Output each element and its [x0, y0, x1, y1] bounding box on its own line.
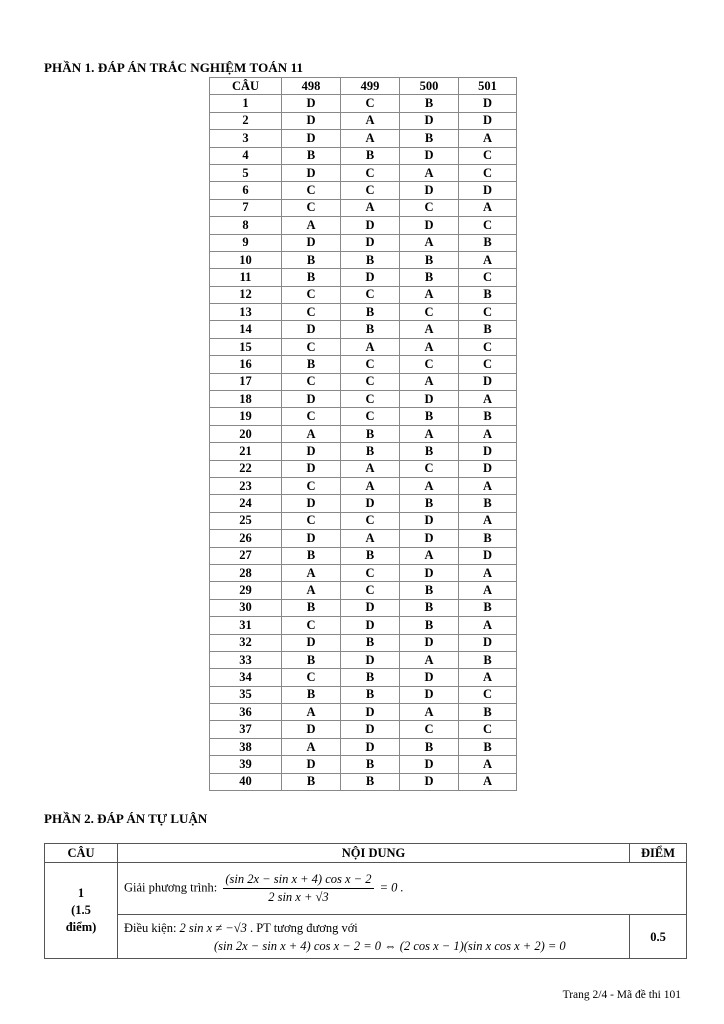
- table-row: [210, 199, 517, 216]
- condition-line: [124, 919, 623, 937]
- task-fraction: [223, 872, 373, 905]
- table-row: [210, 356, 517, 373]
- question-number-cell: 15: [210, 338, 282, 355]
- question-number-cell: 6: [210, 182, 282, 199]
- answer-cell: D: [400, 564, 459, 581]
- answer-cell: B: [341, 686, 400, 703]
- answer-cell: B: [282, 147, 341, 164]
- answer-cell: A: [459, 425, 517, 442]
- question-number-cell: 22: [210, 460, 282, 477]
- answer-cell: B: [282, 251, 341, 268]
- question-number-cell: 8: [210, 217, 282, 234]
- answer-cell: C: [341, 391, 400, 408]
- table-row: [210, 147, 517, 164]
- question-number: 1: [77, 886, 85, 900]
- answer-cell: D: [282, 530, 341, 547]
- table-row: [210, 182, 517, 199]
- answer-cell: B: [400, 738, 459, 755]
- table-row: [210, 651, 517, 668]
- part2-title: PHẦN 2. ĐÁP ÁN TỰ LUẬN: [44, 811, 208, 826]
- task-prefix: Giải phương trình:: [124, 880, 218, 895]
- answer-cell: C: [341, 564, 400, 581]
- answer-cell: C: [282, 373, 341, 390]
- answer-cell: C: [341, 512, 400, 529]
- table-row: [210, 321, 517, 338]
- answer-cell: B: [341, 756, 400, 773]
- table-row: [210, 738, 517, 755]
- answer-cell: A: [341, 130, 400, 147]
- essay-step-row: [45, 915, 687, 959]
- question-number-cell: 20: [210, 425, 282, 442]
- question-number-cell: 23: [210, 477, 282, 494]
- answer-cell: A: [341, 199, 400, 216]
- answer-cell: A: [341, 112, 400, 129]
- question-number-cell: 1: [210, 95, 282, 112]
- answer-cell: A: [282, 425, 341, 442]
- answer-cell: A: [400, 425, 459, 442]
- answer-cell: C: [459, 217, 517, 234]
- table-row: [210, 234, 517, 251]
- question-number-cell: 12: [210, 286, 282, 303]
- question-number-cell: 24: [210, 495, 282, 512]
- table-row: [210, 669, 517, 686]
- question-cell: [45, 863, 118, 959]
- answer-cell: A: [459, 617, 517, 634]
- answer-cell: C: [341, 582, 400, 599]
- answer-cell: B: [459, 530, 517, 547]
- answer-cell: A: [341, 460, 400, 477]
- table-row: [210, 582, 517, 599]
- answer-cell: A: [459, 756, 517, 773]
- header-code-500: 500: [400, 78, 459, 95]
- answer-cell: C: [282, 199, 341, 216]
- answer-cell: B: [400, 269, 459, 286]
- question-number-cell: 4: [210, 147, 282, 164]
- answer-cell: C: [459, 356, 517, 373]
- answer-cell: D: [400, 530, 459, 547]
- answer-cell: C: [400, 460, 459, 477]
- answer-cell: C: [282, 477, 341, 494]
- header-code-498: 498: [282, 78, 341, 95]
- question-number-cell: 5: [210, 164, 282, 181]
- question-number-cell: 2: [210, 112, 282, 129]
- answer-cell: C: [459, 304, 517, 321]
- question-number-cell: 17: [210, 373, 282, 390]
- answer-cell: D: [400, 773, 459, 790]
- answer-cell: D: [459, 112, 517, 129]
- answer-cell: C: [282, 512, 341, 529]
- question-number-cell: 13: [210, 304, 282, 321]
- table-row: [210, 130, 517, 147]
- task-suffix: = 0 .: [379, 880, 404, 895]
- question-number-cell: 9: [210, 234, 282, 251]
- answer-cell: D: [341, 651, 400, 668]
- table-row: [210, 217, 517, 234]
- answer-cell: D: [341, 217, 400, 234]
- answer-cell: A: [400, 373, 459, 390]
- answer-cell: B: [282, 773, 341, 790]
- table-row: [210, 443, 517, 460]
- answer-cell: D: [400, 686, 459, 703]
- answer-cell: C: [459, 686, 517, 703]
- answer-cell: A: [400, 234, 459, 251]
- answer-cell: C: [341, 373, 400, 390]
- answer-cell: C: [341, 286, 400, 303]
- answer-cell: B: [459, 495, 517, 512]
- answer-cell: D: [282, 321, 341, 338]
- answer-cell: A: [459, 669, 517, 686]
- answer-cell: D: [282, 164, 341, 181]
- question-number-cell: 7: [210, 199, 282, 216]
- answer-cell: B: [341, 147, 400, 164]
- answer-cell: B: [282, 651, 341, 668]
- answer-cell: A: [459, 512, 517, 529]
- answer-cell: B: [400, 599, 459, 616]
- table-row: [210, 408, 517, 425]
- table-row: [210, 564, 517, 581]
- question-number-cell: 37: [210, 721, 282, 738]
- table-row: [210, 599, 517, 616]
- answer-cell: A: [459, 477, 517, 494]
- answer-cell: D: [282, 495, 341, 512]
- equivalence-expression: (sin 2x − sin x + 4) cos x − 2 = 0 ⇔ (2 cos x − 1)(sin x cos x + 2) = 0: [214, 938, 566, 953]
- question-number-cell: 32: [210, 634, 282, 651]
- answer-cell: C: [400, 721, 459, 738]
- answer-cell: B: [459, 321, 517, 338]
- answer-cell: A: [282, 217, 341, 234]
- answer-cell: D: [282, 460, 341, 477]
- answer-cell: B: [400, 251, 459, 268]
- answer-cell: C: [282, 408, 341, 425]
- answer-cell: D: [400, 756, 459, 773]
- answer-cell: D: [341, 704, 400, 721]
- answer-cell: D: [459, 547, 517, 564]
- question-number-cell: 34: [210, 669, 282, 686]
- table-row: [210, 617, 517, 634]
- answer-cell: C: [282, 286, 341, 303]
- answer-cell: D: [341, 721, 400, 738]
- question-number-cell: 18: [210, 391, 282, 408]
- answer-cell: C: [341, 95, 400, 112]
- answer-cell: A: [400, 704, 459, 721]
- answer-cell: C: [282, 617, 341, 634]
- table-row: [210, 286, 517, 303]
- answer-cell: A: [282, 704, 341, 721]
- table-row: [210, 512, 517, 529]
- answer-cell: D: [282, 756, 341, 773]
- question-number-cell: 16: [210, 356, 282, 373]
- answer-cell: A: [282, 582, 341, 599]
- answer-cell: B: [400, 95, 459, 112]
- answer-cell: B: [282, 686, 341, 703]
- question-number-cell: 11: [210, 269, 282, 286]
- answer-cell: C: [400, 304, 459, 321]
- answer-cell: C: [282, 338, 341, 355]
- answer-cell: B: [400, 582, 459, 599]
- answer-cell: A: [341, 530, 400, 547]
- answer-cell: D: [282, 443, 341, 460]
- table-row: [210, 338, 517, 355]
- step-points: 0.5: [630, 915, 687, 959]
- answer-cell: D: [400, 391, 459, 408]
- answer-cell: A: [400, 164, 459, 181]
- answer-cell: D: [459, 443, 517, 460]
- essay-header-content: NỘI DUNG: [118, 844, 630, 863]
- question-number-cell: 30: [210, 599, 282, 616]
- answer-cell: D: [400, 217, 459, 234]
- answer-cell: D: [282, 721, 341, 738]
- answer-cell: A: [459, 251, 517, 268]
- question-number-cell: 38: [210, 738, 282, 755]
- answer-cell: B: [400, 495, 459, 512]
- table-row: [210, 634, 517, 651]
- page-footer: Trang 2/4 - Mã đề thi 101: [562, 989, 681, 1001]
- answer-cell: D: [459, 373, 517, 390]
- condition-prefix: Điều kiện:: [124, 920, 177, 935]
- answer-cell: B: [341, 773, 400, 790]
- answer-cell: A: [400, 547, 459, 564]
- essay-header-question: CÂU: [45, 844, 118, 863]
- answer-cell: B: [341, 321, 400, 338]
- table-row: [210, 391, 517, 408]
- answer-cell: D: [400, 512, 459, 529]
- answer-cell: A: [459, 582, 517, 599]
- answer-cell: A: [400, 338, 459, 355]
- question-number-cell: 35: [210, 686, 282, 703]
- question-number-cell: 29: [210, 582, 282, 599]
- question-points-line2: điểm): [65, 920, 97, 934]
- answer-cell: B: [459, 408, 517, 425]
- answer-cell: A: [400, 477, 459, 494]
- table-row: [210, 164, 517, 181]
- table-row: [210, 425, 517, 442]
- answer-cell: C: [400, 199, 459, 216]
- answer-cell: A: [459, 199, 517, 216]
- essay-answer-table: [44, 843, 687, 959]
- question-number-cell: 21: [210, 443, 282, 460]
- answer-cell: B: [459, 738, 517, 755]
- task-numerator: (sin 2x − sin x + 4) cos x − 2: [223, 872, 373, 889]
- question-number-cell: 39: [210, 756, 282, 773]
- answer-cell: B: [459, 599, 517, 616]
- answer-cell: B: [282, 356, 341, 373]
- essay-task-row: [45, 863, 687, 915]
- answer-cell: B: [341, 251, 400, 268]
- answer-cell: D: [341, 269, 400, 286]
- question-number-cell: 19: [210, 408, 282, 425]
- table-row: [210, 495, 517, 512]
- answer-cell: D: [282, 634, 341, 651]
- question-number-cell: 26: [210, 530, 282, 547]
- answer-cell: A: [341, 338, 400, 355]
- answer-cell: D: [400, 669, 459, 686]
- table-row: [210, 686, 517, 703]
- answer-cell: D: [282, 234, 341, 251]
- answer-cell: D: [459, 182, 517, 199]
- answer-cell: B: [341, 547, 400, 564]
- answer-cell: B: [341, 304, 400, 321]
- table-row: [210, 756, 517, 773]
- answer-key-table: [209, 77, 517, 791]
- answer-cell: C: [341, 164, 400, 181]
- answer-cell: D: [341, 617, 400, 634]
- header-code-501: 501: [459, 78, 517, 95]
- answer-header-row: [210, 78, 517, 95]
- table-row: [210, 95, 517, 112]
- answer-cell: A: [282, 564, 341, 581]
- answer-cell: C: [341, 182, 400, 199]
- question-number-cell: 40: [210, 773, 282, 790]
- question-number-cell: 10: [210, 251, 282, 268]
- answer-cell: D: [341, 234, 400, 251]
- question-number-cell: 14: [210, 321, 282, 338]
- answer-cell: B: [459, 286, 517, 303]
- condition-suffix: . PT tương đương với: [249, 920, 358, 935]
- answer-cell: A: [341, 477, 400, 494]
- answer-cell: C: [282, 304, 341, 321]
- answer-cell: D: [400, 112, 459, 129]
- table-row: [210, 477, 517, 494]
- answer-cell: B: [459, 651, 517, 668]
- question-number-cell: 28: [210, 564, 282, 581]
- answer-cell: C: [459, 338, 517, 355]
- answer-cell: C: [459, 164, 517, 181]
- answer-cell: C: [400, 356, 459, 373]
- condition-expression: 2 sin x ≠ −√3: [179, 920, 247, 935]
- answer-cell: B: [282, 599, 341, 616]
- answer-cell: D: [282, 391, 341, 408]
- table-row: [210, 112, 517, 129]
- answer-cell: C: [282, 669, 341, 686]
- essay-header-points: ĐIỂM: [630, 844, 687, 863]
- table-row: [210, 547, 517, 564]
- table-row: [210, 704, 517, 721]
- task-denominator: 2 sin x + √3: [268, 890, 329, 904]
- answer-cell: B: [341, 634, 400, 651]
- part1-title: PHẦN 1. ĐÁP ÁN TRẮC NGHIỆM TOÁN 11: [44, 60, 304, 75]
- answer-cell: D: [341, 495, 400, 512]
- answer-cell: D: [400, 182, 459, 199]
- answer-cell: C: [341, 408, 400, 425]
- answer-cell: B: [400, 408, 459, 425]
- answer-cell: B: [341, 669, 400, 686]
- answer-cell: A: [400, 286, 459, 303]
- answer-cell: C: [459, 721, 517, 738]
- answer-cell: A: [282, 738, 341, 755]
- table-row: [210, 460, 517, 477]
- answer-cell: A: [400, 651, 459, 668]
- answer-cell: D: [400, 147, 459, 164]
- answer-cell: A: [459, 564, 517, 581]
- question-number-cell: 36: [210, 704, 282, 721]
- answer-cell: D: [282, 130, 341, 147]
- table-row: [210, 304, 517, 321]
- answer-cell: B: [341, 443, 400, 460]
- table-row: [210, 251, 517, 268]
- answer-cell: D: [459, 460, 517, 477]
- answer-cell: D: [341, 599, 400, 616]
- answer-cell: A: [459, 773, 517, 790]
- answer-cell: D: [459, 634, 517, 651]
- answer-cell: C: [459, 269, 517, 286]
- answer-cell: D: [459, 95, 517, 112]
- answer-cell: B: [400, 443, 459, 460]
- answer-cell: B: [282, 269, 341, 286]
- answer-cell: C: [341, 356, 400, 373]
- table-row: [210, 530, 517, 547]
- essay-header-row: [45, 844, 687, 863]
- answer-cell: D: [282, 95, 341, 112]
- answer-cell: C: [282, 182, 341, 199]
- answer-cell: B: [400, 130, 459, 147]
- answer-cell: D: [341, 738, 400, 755]
- question-number-cell: 3: [210, 130, 282, 147]
- header-cau: CÂU: [210, 78, 282, 95]
- question-number-cell: 27: [210, 547, 282, 564]
- answer-cell: B: [459, 234, 517, 251]
- question-number-cell: 31: [210, 617, 282, 634]
- answer-cell: D: [282, 112, 341, 129]
- question-number-cell: 33: [210, 651, 282, 668]
- header-code-499: 499: [341, 78, 400, 95]
- table-row: [210, 721, 517, 738]
- table-row: [210, 269, 517, 286]
- task-cell: [118, 863, 687, 915]
- answer-cell: A: [459, 391, 517, 408]
- answer-cell: B: [400, 617, 459, 634]
- table-row: [210, 773, 517, 790]
- answer-cell: A: [459, 130, 517, 147]
- answer-cell: A: [400, 321, 459, 338]
- question-points-line1: (1.5: [71, 903, 91, 917]
- answer-cell: B: [459, 704, 517, 721]
- question-number-cell: 25: [210, 512, 282, 529]
- step-cell: [118, 915, 630, 959]
- answer-cell: C: [459, 147, 517, 164]
- table-row: [210, 373, 517, 390]
- answer-cell: B: [282, 547, 341, 564]
- answer-cell: B: [341, 425, 400, 442]
- answer-cell: D: [400, 634, 459, 651]
